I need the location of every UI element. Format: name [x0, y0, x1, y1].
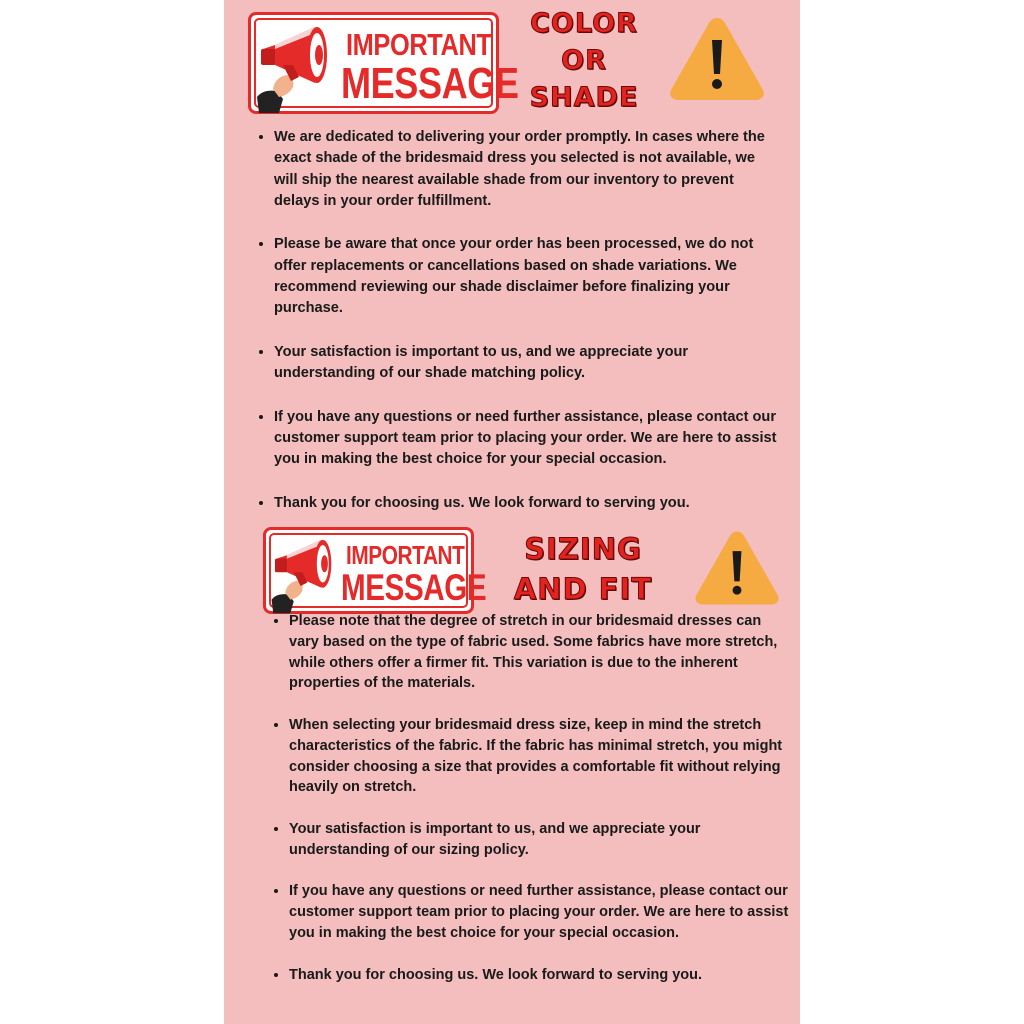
- list-item: • We are dedicated to delivering your order promptly. In cases where the exact shade of the bridesmaid dress you selected is not available, we will ship the nearest available shade from our inventory to prevent delays in your order fulfillment.: [274, 126, 778, 212]
- banner-line1: IMPORTANT: [346, 27, 492, 62]
- color-shade-list: [253, 126, 778, 536]
- heading-line: AND FIT: [513, 572, 653, 606]
- heading-line: SHADE: [529, 82, 639, 113]
- section-heading-sizing-fit: [500, 532, 666, 606]
- list-item: • Thank you for choosing us. We look forward to serving you.: [274, 492, 778, 514]
- section-heading-color-shade: [512, 10, 656, 111]
- list-item: • Your satisfaction is important to us, and we appreciate your understanding of our shade matching policy.: [274, 341, 778, 385]
- warning-icon: [667, 14, 767, 104]
- banner-line1: IMPORTANT: [346, 540, 465, 570]
- heading-line: COLOR: [530, 8, 638, 39]
- list-item: • Please note that the degree of stretch in our bridesmaid dresses can vary based on the type of fabric used. Some fabrics have more stretch, while others offer a firmer fit. This variation is due to the inherent properties of the materials.: [289, 611, 789, 694]
- banner-line2: MESSAGE: [341, 567, 487, 608]
- important-message-banner: [248, 12, 519, 114]
- list-item: • If you have any questions or need further assistance, please contact our customer support team prior to placing your order. We are here to assist you in making the best choice for your special occasion.: [289, 881, 789, 943]
- warning-icon: [692, 528, 782, 608]
- important-message-banner: [263, 527, 487, 614]
- list-item: • Please be aware that once your order has been processed, we do not offer replacements or cancellations based on shade variations. We recommend reviewing our shade disclaimer before finalizing your purchase.: [274, 233, 778, 319]
- megaphone-icon: [253, 19, 337, 115]
- banner-line2: MESSAGE: [341, 59, 519, 108]
- sizing-fit-list: [268, 611, 789, 985]
- list-item: • When selecting your bridesmaid dress size, keep in mind the stretch characteristics of the fabric. If the fabric has minimal stretch, you might consider choosing a size that provides a comfortable fit without relying heavily on stretch.: [289, 715, 789, 798]
- megaphone-icon: [268, 533, 340, 615]
- heading-line: OR: [561, 45, 607, 76]
- list-item: • Your satisfaction is important to us, and we appreciate your understanding of our sizing policy.: [289, 819, 789, 861]
- list-item: • If you have any questions or need further assistance, please contact our customer support team prior to placing your order. We are here to assist you in making the best choice for your special occasion.: [274, 406, 778, 471]
- list-item: • Thank you for choosing us. We look forward to serving you.: [289, 965, 789, 986]
- heading-line: SIZING: [524, 532, 642, 566]
